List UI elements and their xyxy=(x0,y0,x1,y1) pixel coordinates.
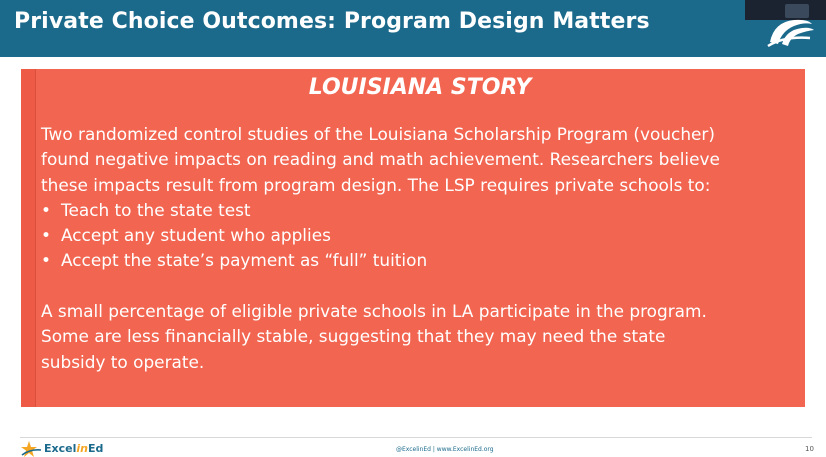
bullet-icon: • xyxy=(41,199,51,220)
footer-website: @ExcelinEd | www.ExcelinEd.org xyxy=(396,446,494,453)
intro-line: these impacts result from program design. The LSP requires private schools to: xyxy=(41,174,711,195)
closing-line: Some are less financially stable, suggesting that they may need the state xyxy=(41,326,666,347)
footer-logo xyxy=(20,441,110,457)
slide-title: Private Choice Outcomes: Program Design Matters xyxy=(14,9,650,34)
intro-line: found negative impacts on reading and math achievement. Researchers believe xyxy=(41,149,720,170)
excelined-swoosh-icon xyxy=(764,14,816,50)
bullet-icon: • xyxy=(41,250,51,271)
bullet-item: • Accept any student who applies xyxy=(41,223,801,248)
footer-brand: ExcelinEd xyxy=(44,442,104,455)
bullet-icon: • xyxy=(41,225,51,246)
page-number: 10 xyxy=(805,445,814,453)
louisiana-story-card xyxy=(21,69,805,407)
slide-header xyxy=(0,0,826,57)
intro-line: Two randomized control studies of the Louisiana Scholarship Program (voucher) xyxy=(41,124,715,144)
star-icon xyxy=(20,441,42,457)
bullet-item: • Teach to the state test xyxy=(41,198,801,223)
closing-line: subsidy to operate. xyxy=(41,351,205,372)
footer-divider xyxy=(20,437,812,438)
card-body xyxy=(41,122,801,375)
bullet-item: • Accept the state’s payment as “full” tuition xyxy=(41,248,801,273)
card-title: LOUISIANA STORY xyxy=(308,75,532,100)
card-accent-stripe xyxy=(21,69,36,407)
closing-line: A small percentage of eligible private schools in LA participate in the program. xyxy=(41,301,707,322)
